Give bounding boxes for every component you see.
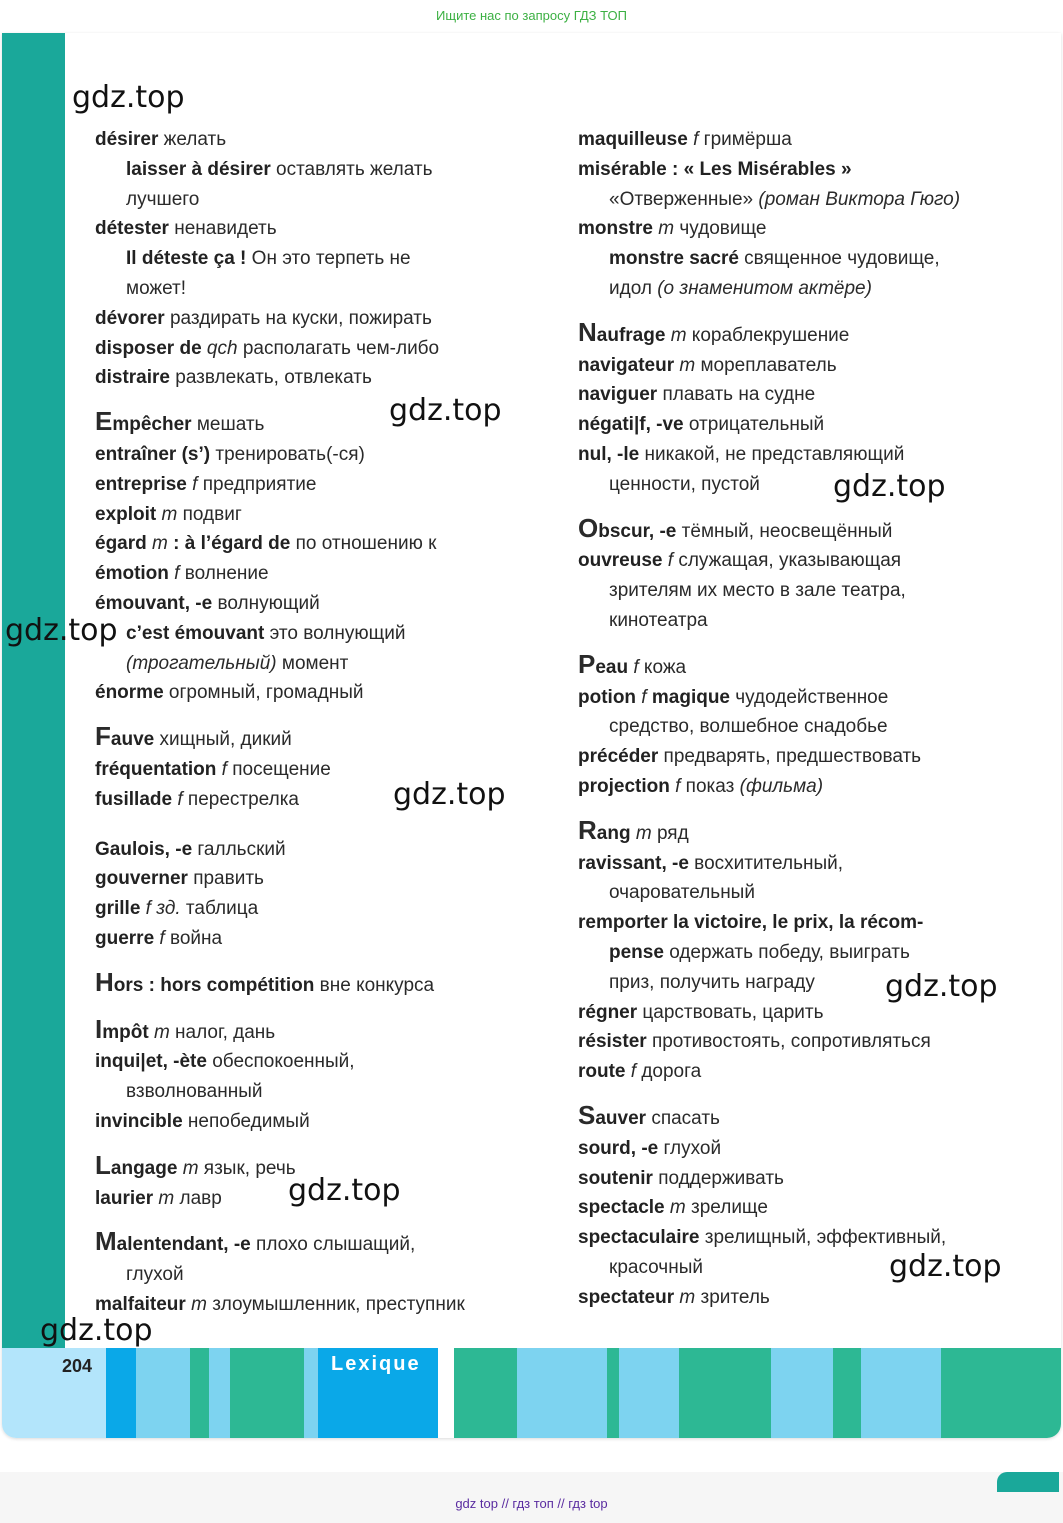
entry-peau: Peau f кожа bbox=[578, 648, 687, 679]
entry-disposer: disposer de qch располагать чем-либо bbox=[95, 337, 440, 359]
entry-spectaculaire: spectaculaire зрелищный, эффективный, красочный bbox=[578, 1227, 947, 1278]
entry-emotion: émotion f волнение bbox=[95, 563, 269, 585]
entry-grille: grille f зд. таблица bbox=[95, 898, 259, 920]
entry-fusillade: fusillade f перестрелка bbox=[95, 788, 299, 810]
entry-hors: Hors : hors compétition вне конкурса bbox=[95, 966, 435, 997]
entry-enorme: énorme огромный, громадный bbox=[95, 682, 364, 704]
watermark: gdz.top bbox=[393, 777, 506, 812]
entry-malentendant: Malentendant, -e плохо слышащий, глухой bbox=[95, 1226, 416, 1286]
entry-spectacle: spectacle m зрелище bbox=[578, 1197, 768, 1219]
entry-impot: Impôt m налог, дань bbox=[95, 1013, 276, 1044]
entry-sourd: sourd, -e глухой bbox=[578, 1137, 722, 1159]
entry-inquiet: inqui|et, -ète обеспокоенный, взволнованный bbox=[95, 1051, 355, 1103]
watermark: gdz.top bbox=[40, 1313, 153, 1348]
entry-naviguer: naviguer плавать на судне bbox=[578, 384, 816, 406]
entry-resister: résister противостоять, сопротивляться bbox=[578, 1031, 931, 1053]
entry-desirer: désirer желать bbox=[95, 129, 227, 150]
entry-spectateur: spectateur m зритель bbox=[578, 1286, 770, 1308]
entry-egard: égard m : à l’égard de по отношению к bbox=[95, 533, 437, 555]
section-label: Lexique bbox=[331, 1353, 421, 1375]
left-column bbox=[95, 125, 535, 1320]
entry-emouvant: émouvant, -e волнующий bbox=[95, 592, 320, 614]
entry-gouverner: gouverner править bbox=[95, 868, 264, 890]
entry-regner: régner царствовать, царить bbox=[578, 1001, 824, 1023]
entry-obscur: Obscur, -e тёмный, неосвещённый bbox=[578, 512, 893, 543]
entry-preceder: précéder предварять, предшествовать bbox=[578, 746, 922, 768]
entry-remporter: remporter la victoire, le prix, la récom- pense одержать победу, выиграть приз, получить награду bbox=[578, 912, 924, 993]
entry-guerre: guerre f война bbox=[95, 927, 223, 949]
page-number: 204 bbox=[62, 1356, 93, 1376]
entry-laurier: laurier m лавр bbox=[95, 1187, 222, 1209]
dictionary-page bbox=[2, 33, 1061, 1438]
entry-ravissant: ravissant, -e восхитительный, очаровательный bbox=[578, 852, 844, 904]
entry-empecher: Empêcher мешать bbox=[95, 406, 265, 437]
entry-entreprise: entreprise f предприятие bbox=[95, 473, 317, 495]
footer-band bbox=[2, 1348, 1061, 1438]
entry-projection: projection f показ (фильма) bbox=[578, 775, 824, 797]
entry-soutenir: soutenir поддерживать bbox=[578, 1167, 784, 1189]
watermark: gdz.top bbox=[72, 80, 185, 115]
entry-devorer: dévorer раздирать на куски, пожирать bbox=[95, 307, 432, 329]
entry-rang: Rang m ряд bbox=[578, 814, 689, 845]
entry-ouvreuse: ouvreuse f служащая, указывающая зрителям их место в зале театра, кинотеатра bbox=[578, 550, 906, 631]
entry-langage: Langage m язык, речь bbox=[95, 1149, 296, 1180]
corner-tab bbox=[997, 1472, 1059, 1492]
entry-potion: potion f magique чудодейственное средство, волшебное снадобье bbox=[578, 686, 889, 738]
watermark: gdz.top bbox=[5, 613, 118, 648]
entry-gaulois: Gaulois, -e галльский bbox=[95, 838, 286, 860]
left-color-bar bbox=[2, 33, 65, 1348]
entry-frequentation: fréquentation f посещение bbox=[95, 758, 331, 780]
entry-route: route f дорога bbox=[578, 1061, 702, 1083]
entry-fauve: Fauve хищный, дикий bbox=[95, 721, 292, 752]
entry-monstre-sacre: monstre sacré священное чудовище, идол (о знаменитом актёре) bbox=[609, 248, 940, 299]
watermark: gdz.top bbox=[889, 1249, 1002, 1284]
entry-exploit: exploit m подвиг bbox=[95, 503, 242, 525]
watermark: gdz.top bbox=[833, 469, 946, 504]
watermark: gdz.top bbox=[389, 393, 502, 428]
entry-laisser: laisser à désirer оставлять желать лучшего bbox=[126, 158, 433, 210]
entry-navigateur: navigateur m мореплаватель bbox=[578, 354, 837, 376]
entry-malfaiteur: malfaiteur m злоумышленник, преступник bbox=[95, 1293, 465, 1315]
entry-naufrage: Naufrage m кораблекрушение bbox=[578, 316, 850, 347]
entry-distraire: distraire развлекать, отвлекать bbox=[95, 367, 372, 389]
entry-maquilleuse: maquilleuse f гримёрша bbox=[578, 129, 792, 150]
entry-entrainer: entraîner (s’) тренировать(-ся) bbox=[95, 443, 365, 465]
watermark: gdz.top bbox=[288, 1173, 401, 1208]
top-banner[interactable]: Ищите нас по запросу ГДЗ ТОП bbox=[436, 8, 627, 23]
entry-sauver: Sauver спасать bbox=[578, 1099, 720, 1130]
entry-nul: nul, -le никакой, не представляющий ценности, пустой bbox=[578, 443, 905, 495]
bottom-links[interactable]: gdz top // гдз топ // гдз top bbox=[455, 1496, 608, 1511]
entry-cest-emouvant: c’est émouvant это волнующий (трогательный) момент bbox=[126, 622, 406, 674]
entry-monstre: monstre m чудовище bbox=[578, 218, 767, 240]
entry-il-deteste: Il déteste ça ! Он это терпеть не может! bbox=[126, 248, 411, 299]
entry-miserable: misérable : « Les Misérables » «Отверженные» (роман Виктора Гюго) bbox=[578, 158, 961, 210]
entry-invincible: invincible непобедимый bbox=[95, 1110, 310, 1132]
right-column bbox=[578, 125, 1018, 1312]
entry-negatif: négati|f, -ve отрицательный bbox=[578, 414, 825, 436]
entry-detester: détester ненавидеть bbox=[95, 218, 277, 240]
watermark: gdz.top bbox=[885, 969, 998, 1004]
